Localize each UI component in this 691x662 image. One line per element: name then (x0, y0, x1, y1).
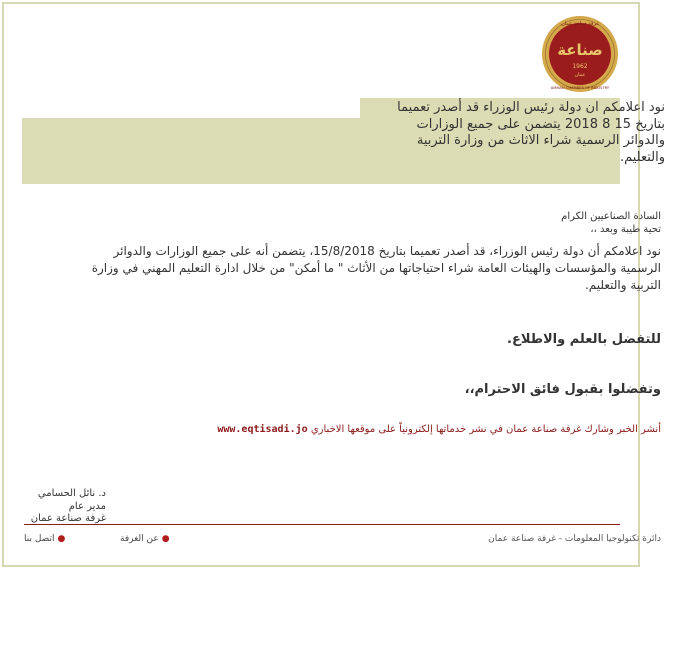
about-link-label: عن الغرفة (120, 534, 159, 544)
logo-word: صناعة (557, 41, 603, 59)
bullet-icon: ● (161, 534, 170, 544)
note-line: للتفضل بالعلم والاطلاع. (507, 332, 661, 347)
logo-city: عمان (574, 72, 586, 78)
salutation (561, 210, 661, 236)
contact-link-label: اتصل بنا (24, 534, 55, 544)
signature-org: غرفة صناعة عمان (30, 513, 106, 524)
logo-year: 1962 (572, 63, 588, 70)
banner-headline: نود اعلامكم ان دولة رئيس الوزراء قد أصدر تعميما بتاريخ 15 8 2018 يتضمن على جميع الوزارات والدوائر الرسمية شراء الاثاث من وزارة التربية والتعليم. (397, 100, 665, 165)
greeting: تحية طيبة وبعد ،، (590, 224, 661, 235)
footer-divider (24, 524, 620, 525)
closing-line: وتفضلوا بقبول فائق الاحترام،، (464, 382, 661, 397)
website-link[interactable]: www.eqtisadi.jo (217, 424, 308, 435)
signature-name: د. نائل الحسامي (37, 488, 106, 499)
share-line (213, 424, 661, 435)
footer-department: دائرة تكنولوجيا المعلومات - غرفة صناعة عمان (488, 534, 661, 544)
letter-body: نود اعلامكم أن دولة رئيس الوزراء، قد أصدر تعميما بتاريخ 15/8/2018، يتضمن أنه على جميع الوزارات والدوائر الرسمية والمؤسسات والهيئات العامة شراء احتياجاتها من الأثاث " ما أمكن" من خلال ادارة التعليم المهني في وزارة التربية والتعليم. (91, 244, 661, 292)
about-link[interactable] (120, 534, 170, 544)
contact-link[interactable] (24, 534, 65, 544)
banner-notch (22, 98, 360, 118)
logo-ring-text: غرفة صناعة عمان (561, 21, 599, 27)
share-text: أنشر الخبر وشارك غرفة صناعة عمان في نشر خدماتها إلكترونياً على موقعها الاخباري (310, 424, 661, 435)
addressee: السادة الصناعيين الكرام (561, 211, 661, 222)
logo-ring-text-en: AMMAN CHAMBER OF INDUSTRY (550, 86, 610, 90)
bullet-icon: ● (57, 534, 66, 544)
chamber-logo (540, 14, 620, 94)
signature-block (24, 488, 106, 526)
signature-title: مدير عام (68, 500, 106, 512)
